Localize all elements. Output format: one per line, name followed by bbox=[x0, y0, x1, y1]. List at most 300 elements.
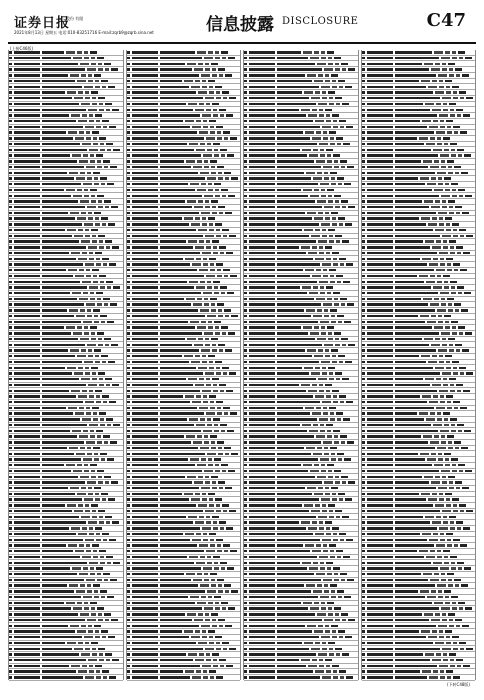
table-cell bbox=[335, 63, 339, 65]
table-cell bbox=[127, 195, 130, 197]
table-cell bbox=[107, 562, 111, 564]
table-cell bbox=[362, 453, 365, 455]
table-cell bbox=[319, 659, 323, 661]
table-cell bbox=[132, 143, 158, 145]
table-cell bbox=[277, 504, 302, 506]
table-cell bbox=[249, 435, 275, 437]
table-cell bbox=[205, 63, 209, 65]
table-cell bbox=[42, 642, 65, 644]
table-cell bbox=[322, 676, 331, 678]
table-cell bbox=[79, 298, 88, 300]
table-cell bbox=[446, 229, 451, 231]
table-cell bbox=[330, 172, 337, 174]
table-cell bbox=[277, 355, 312, 357]
table-cell bbox=[9, 97, 12, 99]
table-cell bbox=[196, 120, 201, 122]
table-cell bbox=[127, 533, 130, 535]
table-cell bbox=[14, 292, 40, 294]
table-cell bbox=[440, 539, 445, 541]
table-cell bbox=[105, 481, 109, 483]
table-cell bbox=[395, 246, 430, 248]
table-cell bbox=[395, 670, 420, 672]
table-cell bbox=[92, 544, 99, 546]
table-cell bbox=[447, 676, 451, 678]
table-cell bbox=[190, 596, 199, 598]
table-cell bbox=[449, 516, 456, 518]
table-cell bbox=[328, 63, 333, 65]
table-cell bbox=[362, 286, 365, 288]
table-cell bbox=[80, 63, 89, 65]
table-cell bbox=[160, 487, 199, 489]
table-cell bbox=[42, 648, 72, 650]
table-cell bbox=[132, 435, 158, 437]
table-cell bbox=[450, 527, 455, 529]
table-cell bbox=[454, 303, 461, 305]
table-cell bbox=[94, 74, 101, 76]
table-cell bbox=[341, 166, 345, 168]
table-cell bbox=[367, 315, 393, 317]
table-cell bbox=[244, 349, 247, 351]
table-cell bbox=[362, 131, 365, 133]
table-cell bbox=[14, 263, 40, 265]
table-cell bbox=[249, 315, 275, 317]
table-cell bbox=[429, 263, 438, 265]
table-cell bbox=[277, 195, 308, 197]
table-cell bbox=[244, 367, 247, 369]
table-cell bbox=[304, 91, 313, 93]
table-cell bbox=[277, 292, 307, 294]
table-cell bbox=[42, 172, 67, 174]
table-cell bbox=[312, 550, 321, 552]
table-cell bbox=[66, 51, 75, 53]
table-cell bbox=[340, 401, 344, 403]
table-cell bbox=[334, 57, 341, 59]
table-cell bbox=[85, 235, 90, 237]
table-cell bbox=[127, 521, 130, 523]
table-cell bbox=[362, 200, 365, 202]
table-cell bbox=[94, 596, 99, 598]
table-cell bbox=[199, 516, 204, 518]
table-cell bbox=[205, 476, 209, 478]
table-cell bbox=[322, 263, 331, 265]
table-cell bbox=[249, 607, 275, 609]
table-cell bbox=[9, 258, 12, 260]
table-cell bbox=[201, 458, 206, 460]
table-cell bbox=[463, 665, 470, 667]
table-cell bbox=[82, 418, 91, 420]
table-cell bbox=[335, 619, 340, 621]
table-cell bbox=[127, 200, 130, 202]
table-cell bbox=[88, 384, 97, 386]
table-cell bbox=[330, 556, 335, 558]
table-cell bbox=[9, 206, 12, 208]
table-cell bbox=[127, 131, 130, 133]
table-cell bbox=[215, 607, 220, 609]
table-cell bbox=[189, 418, 198, 420]
table-cell bbox=[94, 212, 101, 214]
table-cell bbox=[42, 527, 69, 529]
table-cell bbox=[459, 642, 466, 644]
table-cell bbox=[244, 86, 247, 88]
table-cell bbox=[362, 195, 365, 197]
table-cell bbox=[96, 154, 103, 156]
table-cell bbox=[42, 183, 81, 185]
table-cell bbox=[99, 240, 103, 242]
table-cell bbox=[91, 367, 98, 369]
table-cell bbox=[438, 458, 443, 460]
table-cell bbox=[84, 195, 89, 197]
table-cell bbox=[446, 504, 451, 506]
table-cell bbox=[204, 332, 213, 334]
table-cell bbox=[213, 109, 217, 111]
table-cell bbox=[420, 177, 429, 179]
table-cell bbox=[342, 240, 349, 242]
table-cell bbox=[435, 63, 440, 65]
table-cell bbox=[330, 275, 334, 277]
table-cell bbox=[346, 676, 353, 678]
table-cell bbox=[395, 613, 422, 615]
table-cell bbox=[199, 653, 204, 655]
table-cell bbox=[342, 378, 349, 380]
newspaper-logo: 证券日报 bbox=[14, 16, 71, 31]
table-cell bbox=[132, 395, 158, 397]
table-cell bbox=[337, 418, 341, 420]
table-cell bbox=[84, 464, 88, 466]
table-cell bbox=[317, 309, 322, 311]
table-cell bbox=[88, 487, 92, 489]
table-cell bbox=[42, 235, 72, 237]
table-cell bbox=[451, 458, 458, 460]
table-cell bbox=[132, 344, 158, 346]
table-cell bbox=[457, 665, 461, 667]
table-cell bbox=[188, 378, 197, 380]
table-cell bbox=[69, 584, 78, 586]
table-cell bbox=[438, 74, 447, 76]
table-cell bbox=[249, 430, 275, 432]
table-cell bbox=[420, 315, 429, 317]
table-cell bbox=[448, 584, 453, 586]
table-cell bbox=[367, 91, 393, 93]
table-cell bbox=[362, 281, 365, 283]
table-cell bbox=[132, 407, 158, 409]
table-cell bbox=[78, 120, 87, 122]
table-cell bbox=[315, 504, 320, 506]
table-cell bbox=[244, 286, 247, 288]
table-cell bbox=[202, 665, 211, 667]
table-cell bbox=[362, 269, 365, 271]
table-cell bbox=[42, 481, 85, 483]
table-cell bbox=[80, 447, 85, 449]
table-cell bbox=[223, 372, 227, 374]
table-cell bbox=[195, 355, 200, 357]
table-cell bbox=[132, 476, 158, 478]
table-cell bbox=[244, 665, 247, 667]
table-cell bbox=[306, 309, 315, 311]
table-cell bbox=[367, 567, 393, 569]
table-cell bbox=[216, 367, 220, 369]
table-cell bbox=[430, 303, 439, 305]
table-cell bbox=[302, 149, 311, 151]
table-cell bbox=[210, 435, 217, 437]
table-cell bbox=[42, 498, 82, 500]
table-cell bbox=[367, 384, 393, 386]
table-cell bbox=[9, 240, 12, 242]
table-cell bbox=[209, 533, 216, 535]
table-cell bbox=[308, 527, 317, 529]
table-cell bbox=[362, 57, 365, 59]
table-cell bbox=[9, 562, 12, 564]
table-cell bbox=[100, 590, 107, 592]
table-cell bbox=[450, 521, 454, 523]
table-cell bbox=[395, 607, 439, 609]
table-cell bbox=[208, 183, 212, 185]
table-cell bbox=[132, 114, 158, 116]
table-cell bbox=[319, 527, 324, 529]
table-cell bbox=[127, 321, 130, 323]
table-cell bbox=[342, 344, 346, 346]
table-cell bbox=[70, 349, 79, 351]
table-cell bbox=[42, 149, 87, 151]
table-cell bbox=[77, 602, 82, 604]
table-cell bbox=[84, 332, 89, 334]
table-cell bbox=[127, 464, 130, 466]
table-cell bbox=[244, 235, 247, 237]
table-cell bbox=[277, 114, 306, 116]
table-cell bbox=[220, 527, 224, 529]
table-cell bbox=[465, 332, 472, 334]
table-cell bbox=[395, 154, 438, 156]
table-cell bbox=[461, 309, 468, 311]
table-cell bbox=[367, 533, 393, 535]
table-cell bbox=[440, 263, 445, 265]
table-cell bbox=[222, 367, 229, 369]
table-cell bbox=[244, 154, 247, 156]
table-cell bbox=[395, 86, 426, 88]
table-cell bbox=[195, 659, 204, 661]
table-cell bbox=[88, 74, 92, 76]
table-cell bbox=[439, 630, 443, 632]
table-cell bbox=[211, 447, 216, 449]
table-cell bbox=[160, 57, 202, 59]
table-cell bbox=[216, 97, 221, 99]
table-cell bbox=[225, 590, 229, 592]
table-cell bbox=[14, 326, 40, 328]
table-cell bbox=[244, 504, 247, 506]
table-row bbox=[9, 675, 123, 681]
table-cell bbox=[421, 355, 430, 357]
table-cell bbox=[305, 131, 314, 133]
table-cell bbox=[367, 619, 393, 621]
table-cell bbox=[95, 665, 102, 667]
table-cell bbox=[82, 114, 87, 116]
table-cell bbox=[323, 131, 327, 133]
table-cell bbox=[195, 246, 204, 248]
table-cell bbox=[99, 653, 103, 655]
table-cell bbox=[450, 665, 455, 667]
table-cell bbox=[277, 258, 313, 260]
table-cell bbox=[244, 613, 247, 615]
table-cell bbox=[312, 137, 321, 139]
table-cell bbox=[455, 68, 462, 70]
table-cell bbox=[335, 372, 342, 374]
table-cell bbox=[367, 642, 393, 644]
table-cell bbox=[226, 390, 233, 392]
table-cell bbox=[420, 590, 429, 592]
table-cell bbox=[304, 367, 313, 369]
table-cell bbox=[42, 321, 81, 323]
table-cell bbox=[440, 401, 445, 403]
table-cell bbox=[87, 481, 96, 483]
table-cell bbox=[99, 384, 104, 386]
table-cell bbox=[445, 596, 449, 598]
table-cell bbox=[450, 384, 454, 386]
table-cell bbox=[435, 91, 444, 93]
table-cell bbox=[160, 556, 187, 558]
table-cell bbox=[160, 625, 199, 627]
table-cell bbox=[362, 309, 365, 311]
table-cell bbox=[249, 390, 275, 392]
table-cell bbox=[367, 235, 393, 237]
table-cell bbox=[14, 653, 40, 655]
table-cell bbox=[160, 183, 188, 185]
table-cell bbox=[319, 665, 324, 667]
table-cell bbox=[201, 183, 206, 185]
table-cell bbox=[451, 562, 455, 564]
table-cell bbox=[160, 642, 196, 644]
table-cell bbox=[127, 275, 130, 277]
table-cell bbox=[197, 51, 206, 53]
table-cell bbox=[277, 659, 299, 661]
table-row bbox=[244, 675, 358, 681]
table-cell bbox=[428, 223, 437, 225]
table-cell bbox=[14, 212, 40, 214]
table-cell bbox=[14, 223, 40, 225]
table-cell bbox=[218, 309, 222, 311]
table-cell bbox=[395, 481, 429, 483]
table-cell bbox=[395, 630, 419, 632]
table-cell bbox=[320, 562, 324, 564]
table-cell bbox=[42, 625, 68, 627]
table-cell bbox=[244, 676, 247, 678]
table-cell bbox=[78, 229, 83, 231]
table-cell bbox=[446, 498, 450, 500]
table-cell bbox=[88, 659, 97, 661]
table-cell bbox=[42, 137, 73, 139]
table-cell bbox=[441, 160, 445, 162]
table-cell bbox=[249, 407, 275, 409]
table-cell bbox=[323, 441, 332, 443]
table-cell bbox=[431, 590, 436, 592]
table-cell bbox=[14, 596, 40, 598]
table-cell bbox=[78, 258, 87, 260]
table-cell bbox=[42, 355, 75, 357]
table-cell bbox=[244, 315, 247, 317]
table-cell bbox=[217, 166, 224, 168]
table-cell bbox=[462, 74, 469, 76]
table-cell bbox=[395, 642, 433, 644]
table-cell bbox=[127, 676, 130, 678]
table-cell bbox=[86, 303, 95, 305]
table-cell bbox=[127, 74, 130, 76]
table-cell bbox=[367, 481, 393, 483]
table-cell bbox=[362, 154, 365, 156]
table-cell bbox=[325, 630, 330, 632]
table-cell bbox=[244, 149, 247, 151]
table-cell bbox=[436, 103, 441, 105]
table-cell bbox=[214, 292, 219, 294]
table-cell bbox=[160, 470, 202, 472]
table-cell bbox=[160, 567, 201, 569]
table-cell bbox=[202, 355, 206, 357]
table-cell bbox=[312, 412, 321, 414]
table-cell bbox=[442, 235, 451, 237]
table-cell bbox=[277, 648, 309, 650]
table-cell bbox=[203, 263, 208, 265]
table-cell bbox=[332, 114, 339, 116]
table-cell bbox=[323, 303, 332, 305]
table-cell bbox=[89, 286, 98, 288]
table-cell bbox=[127, 332, 130, 334]
table-cell bbox=[367, 206, 393, 208]
table-cell bbox=[132, 91, 158, 93]
table-cell bbox=[395, 602, 432, 604]
table-cell bbox=[216, 510, 221, 512]
table-cell bbox=[367, 303, 393, 305]
table-cell bbox=[325, 74, 329, 76]
table-cell bbox=[338, 321, 342, 323]
table-cell bbox=[127, 367, 130, 369]
table-cell bbox=[323, 166, 332, 168]
table-cell bbox=[132, 315, 158, 317]
table-cell bbox=[457, 527, 461, 529]
table-cell bbox=[202, 80, 206, 82]
table-cell bbox=[324, 447, 328, 449]
table-cell bbox=[42, 590, 74, 592]
table-cell bbox=[99, 275, 106, 277]
table-cell bbox=[277, 240, 316, 242]
table-cell bbox=[89, 395, 94, 397]
table-cell bbox=[42, 562, 87, 564]
table-cell bbox=[448, 63, 455, 65]
table-cell bbox=[249, 109, 275, 111]
table-cell bbox=[362, 573, 365, 575]
table-cell bbox=[88, 355, 93, 357]
table-cell bbox=[362, 177, 365, 179]
table-cell bbox=[336, 275, 343, 277]
table-cell bbox=[202, 252, 211, 254]
table-cell bbox=[106, 659, 110, 661]
table-cell bbox=[443, 240, 447, 242]
table-cell bbox=[277, 349, 305, 351]
table-cell bbox=[436, 653, 441, 655]
table-cell bbox=[244, 298, 247, 300]
table-cell bbox=[395, 516, 423, 518]
table-cell bbox=[220, 114, 224, 116]
table-cell bbox=[445, 355, 452, 357]
table-cell bbox=[209, 258, 216, 260]
table-cell bbox=[436, 544, 445, 546]
table-cell bbox=[9, 309, 12, 311]
table-cell bbox=[42, 458, 81, 460]
table-cell bbox=[9, 533, 12, 535]
table-cell bbox=[427, 183, 436, 185]
table-cell bbox=[42, 367, 65, 369]
table-cell bbox=[204, 57, 213, 59]
table-cell bbox=[203, 670, 207, 672]
table-cell bbox=[102, 258, 109, 260]
table-cell bbox=[14, 493, 40, 495]
table-cell bbox=[221, 430, 225, 432]
